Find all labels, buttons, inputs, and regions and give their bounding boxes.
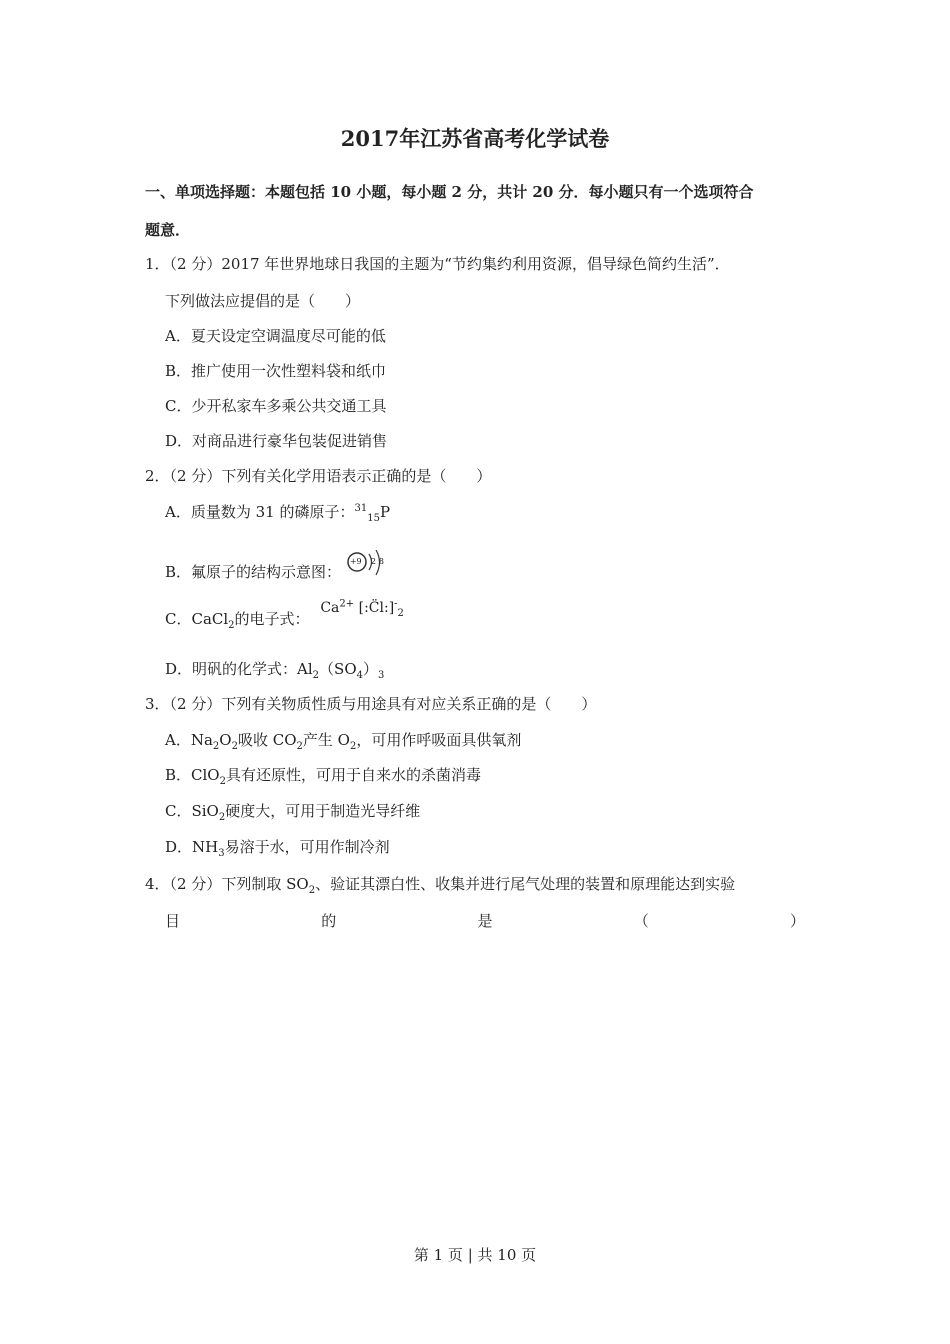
section-heading: 一、单项选择题：本题包括 10 小题，每小题 2 分，共计 20 分．每小题只有一个选项符合	[145, 183, 754, 201]
q4-stem-cont: 目 的 是 （ ）	[165, 912, 805, 930]
q1-stem-cont: 下列做法应提倡的是（ ）	[165, 292, 361, 310]
q2-stem: 2．（2 分）下列有关化学用语表示正确的是（ ）	[145, 467, 492, 485]
q3-option-c: C．SiO$_2$硬度大，可用于制造光导纤维	[165, 802, 421, 823]
page-title: 2017年江苏省高考化学试卷	[340, 126, 610, 151]
q3-option-d: D．$NH_3$易溶于水，可用作制冷剂	[165, 838, 390, 859]
q1-option-c: C．少开私家车多乘公共交通工具	[165, 397, 387, 415]
q2-option-c: C．CaCl$_2$的电子式： $Ca^{2+}$ $[:C̈l:]^-_2$	[165, 598, 404, 631]
q3-stem: 3．（2 分）下列有关物质性质与用途具有对应关系正确的是（ ）	[145, 695, 597, 713]
q3-option-a: A．$Na_2O_2$吸收 $CO_2$产生 $O_2$，可用作呼吸面具供氧剂	[165, 731, 522, 752]
q2-option-b: B．氟原子的结构示意图： +9 2 8	[165, 556, 390, 590]
q1-option-a: A．夏天设定空调温度尽可能的低	[165, 327, 386, 345]
cacl2-electron-formula: $Ca^{2+}$ $[:C̈l:]^-_2$	[320, 598, 404, 619]
q4-stem: 4．（2 分）下列制取 $SO_2$、验证其漂白性、收集并进行尾气处理的装置和原理能达到实验	[145, 875, 736, 896]
fluorine-atom-diagram: +9 2 8	[346, 548, 390, 582]
section-heading-cont: 题意．	[145, 221, 191, 239]
q2-option-d: D．明矾的化学式：$Al_2(SO_4)_3$	[165, 660, 385, 681]
q1-option-d: D．对商品进行豪华包装促进销售	[165, 432, 388, 450]
q3-option-b: B．ClO$_2$具有还原性，可用于自来水的杀菌消毒	[165, 766, 481, 787]
q1-option-b: B．推广使用一次性塑料袋和纸巾	[165, 362, 387, 380]
q1-stem: 1．（2 分）2017 年世界地球日我国的主题为“节约集约利用资源，倡导绿色简约生活”．	[145, 255, 730, 273]
q2-option-a: A．质量数为 31 的磷原子：$^{31}_{15}$P	[165, 503, 391, 524]
page-footer: 第 1 页 | 共 10 页	[413, 1246, 537, 1264]
